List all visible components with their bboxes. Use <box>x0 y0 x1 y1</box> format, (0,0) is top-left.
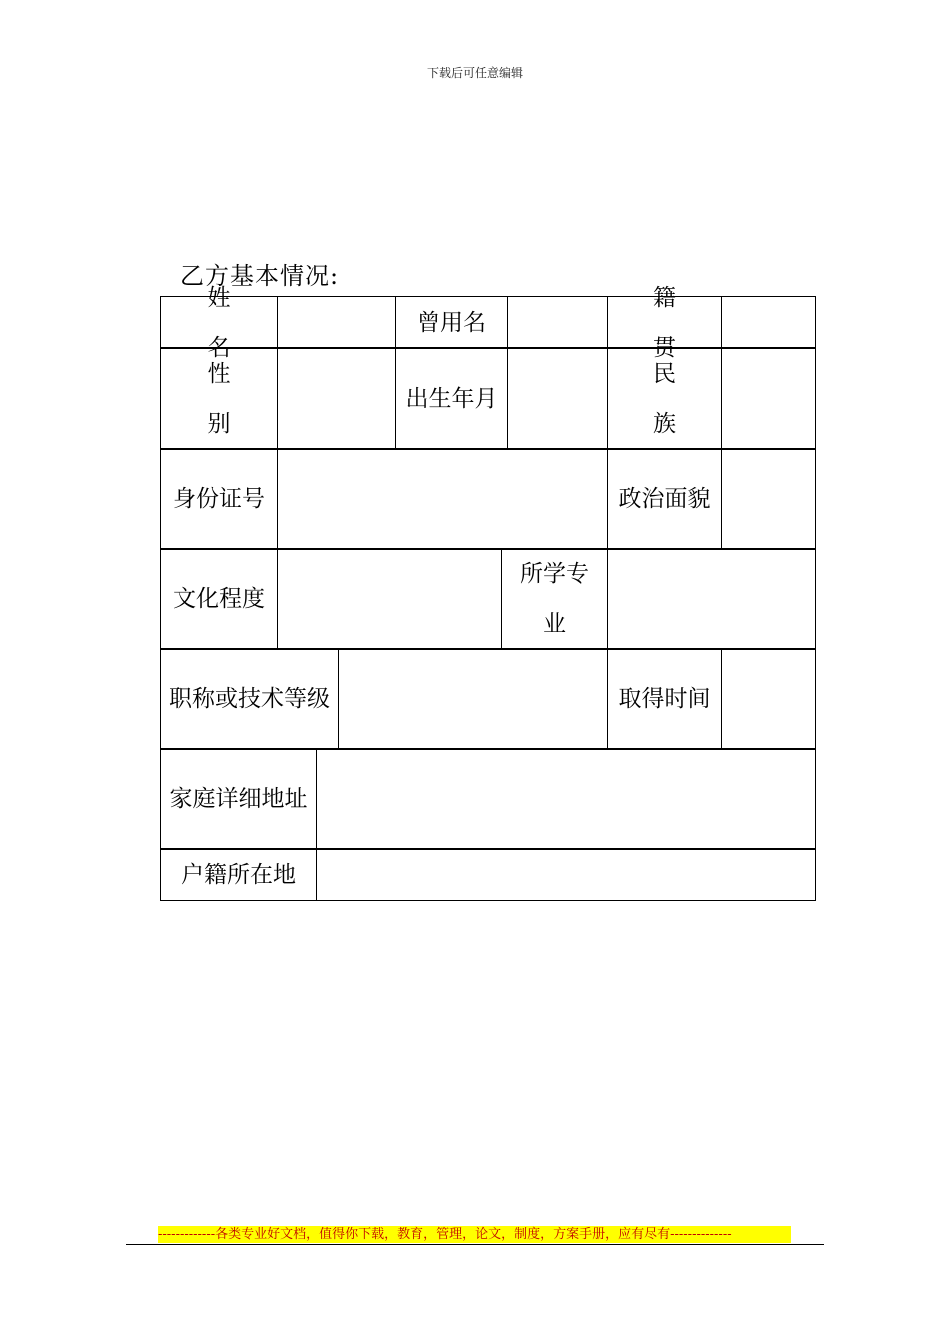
table-row <box>161 449 816 550</box>
gender-field[interactable] <box>277 347 396 450</box>
table-row <box>161 549 816 650</box>
gender-label: 性别 <box>160 347 278 450</box>
name-label: 姓名 <box>160 296 278 349</box>
section-title: 乙方基本情况: <box>180 262 340 290</box>
political-status-label: 政治面貌 <box>607 448 722 550</box>
obtain-time-field[interactable] <box>721 648 816 750</box>
id-number-label: 身份证号 <box>160 448 278 550</box>
former-name-field[interactable] <box>507 296 608 349</box>
education-field[interactable] <box>277 548 502 650</box>
hukou-location-field[interactable] <box>316 848 816 901</box>
table-row <box>161 849 816 901</box>
major-field[interactable] <box>607 548 816 650</box>
footer-banner: -------------各类专业好文档，值得你下载，教育，管理，论文，制度，方案手册，应有尽有-------------- <box>158 1226 791 1243</box>
birth-field[interactable] <box>507 347 608 450</box>
title-level-label: 职称或技术等级 <box>160 648 339 750</box>
hukou-location-label: 户籍所在地 <box>160 848 317 901</box>
title-level-field[interactable] <box>338 648 608 750</box>
native-place-label: 籍贯 <box>607 296 722 349</box>
home-address-label: 家庭详细地址 <box>160 748 317 850</box>
table-row <box>161 348 816 450</box>
birth-label: 出生年月 <box>395 347 508 450</box>
ethnicity-field[interactable] <box>721 347 816 450</box>
ethnicity-label: 民族 <box>607 347 722 450</box>
table-row <box>161 749 816 850</box>
native-place-field[interactable] <box>721 296 816 349</box>
page-header: 下载后可任意编辑 <box>426 66 523 80</box>
name-field[interactable] <box>277 296 396 349</box>
former-name-label: 曾用名 <box>395 296 508 349</box>
footer-divider <box>126 1244 824 1245</box>
education-label: 文化程度 <box>160 548 278 650</box>
major-label: 所学专业 <box>501 548 608 650</box>
table-row <box>161 649 816 750</box>
home-address-field[interactable] <box>316 748 816 850</box>
table-row <box>161 284 816 361</box>
obtain-time-label: 取得时间 <box>607 648 722 750</box>
political-status-field[interactable] <box>721 448 816 550</box>
basic-info-table <box>161 284 816 901</box>
id-number-field[interactable] <box>277 448 608 550</box>
